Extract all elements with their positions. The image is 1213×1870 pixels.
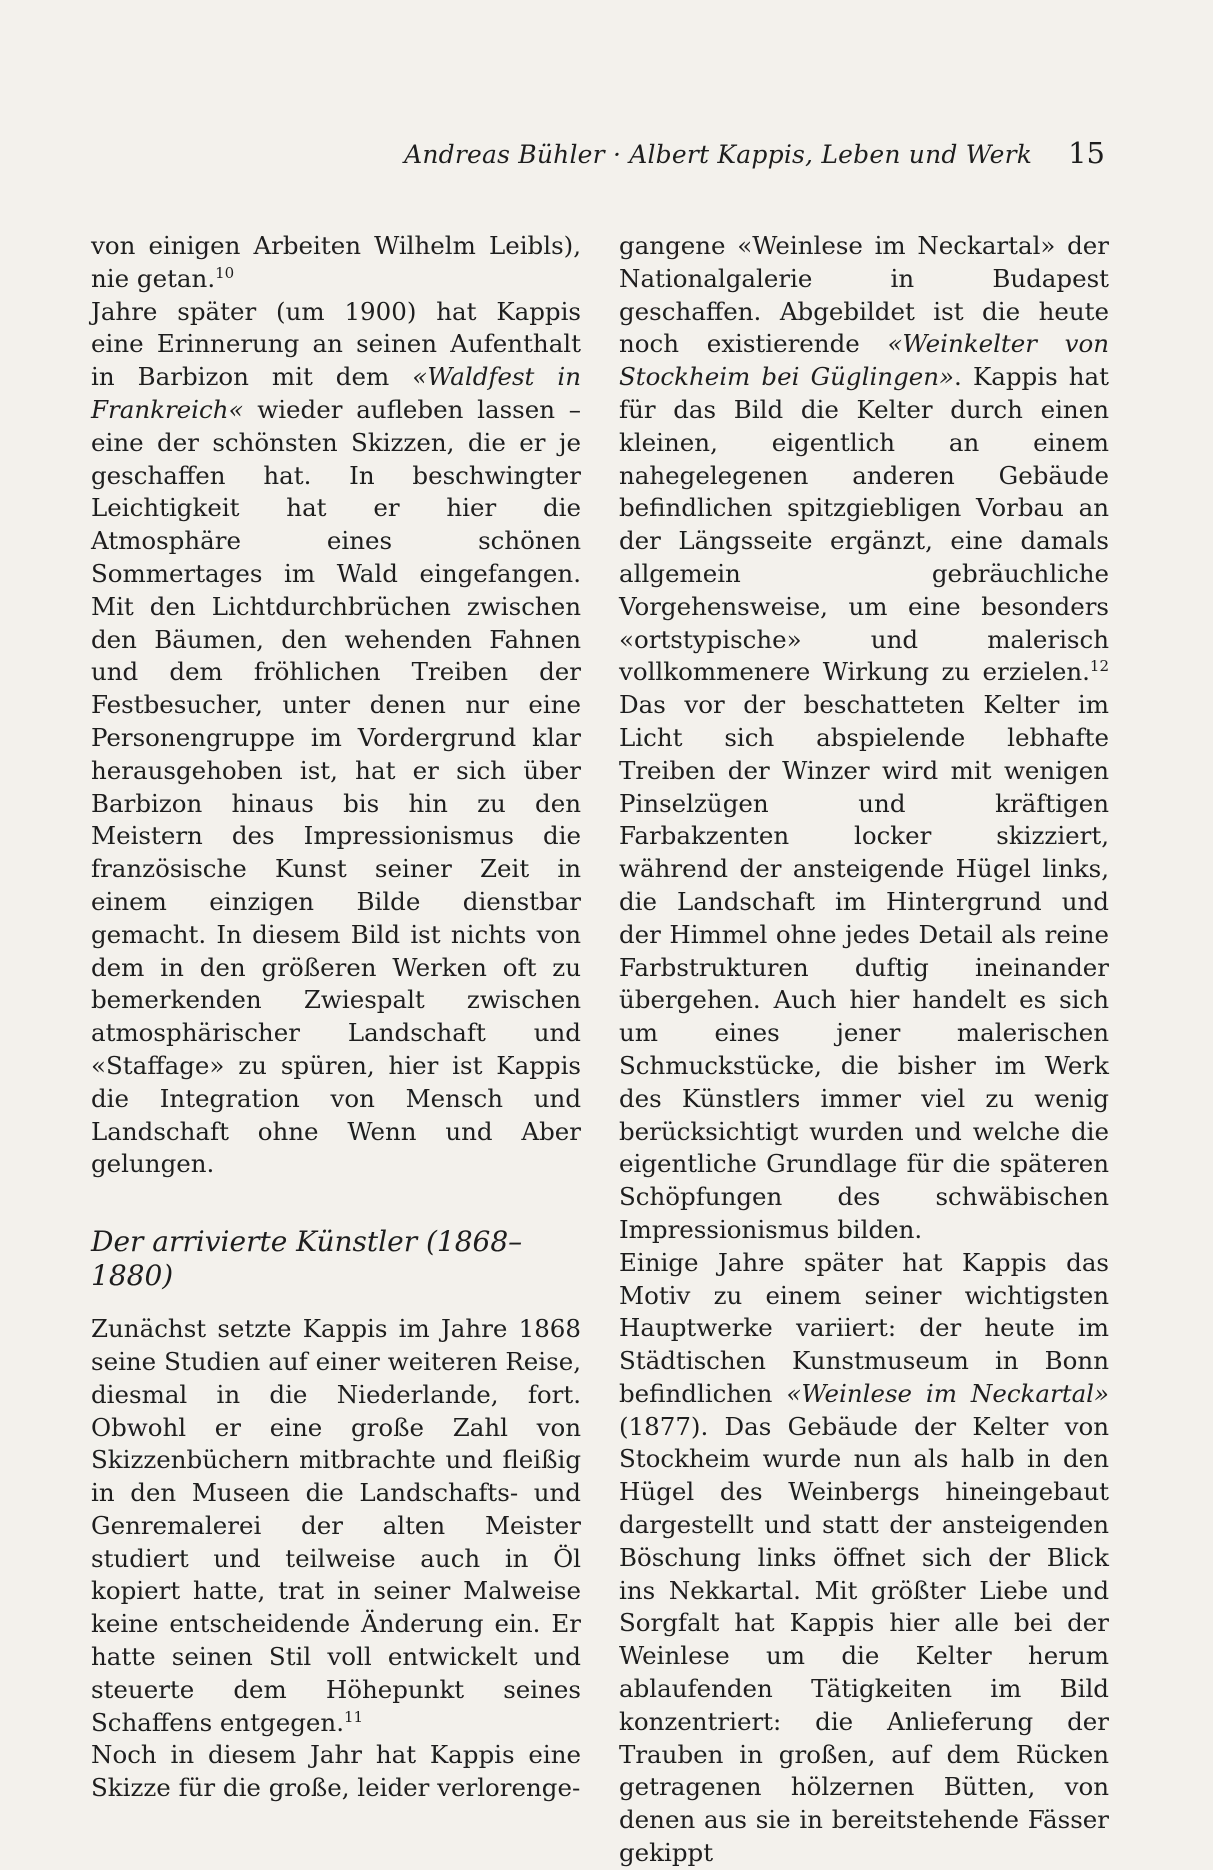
- paragraph: Einige Jahre später hat Kappis das Motiv zu einem seiner wichtigsten Hauptwerke variiert: der heute im Städtischen Kunstmuseum in Bonn befindlichen «Weinlese im Neckartal» (1877). Das Gebäude der Kelter von Stockheim wurde nun als halb in den Hügel des Weinbergs hineingebaut dargestellt und statt der ansteigenden Böschung links öffnet sich der Blick ins Nekkartal. Mit größter Liebe und Sorgfalt hat Kappis hier alle bei der Weinlese um die Kelter herum ablaufenden Tätigkeiten im Bild konzentriert: die Anlieferung der Trauben in großen, auf dem Rücken getragenen hölzernen Bütten, von denen aus sie in bereitstehende Fässer gekippt: [619, 1247, 1109, 1868]
- paragraph: gangene «Weinlese im Neckartal» der Nationalgalerie in Budapest geschaffen. Abgebildet ist die heute noch existierende «Weinkelter von Stockheim bei Güglingen». Kappis hat für das Bild die Kelter durch einen kleinen, eigentlich an einem nahegelegenen anderen Gebäude befindlichen spitzgiebligen Vorbau an der Längsseite ergänzt, eine damals allgemein gebräuchliche Vorgehensweise, um eine besonders «ortstypische» und malerisch vollkommenere Wirkung zu erzielen.$^{12}$ Das vor der beschatteten Kelter im Licht sich abspielende lebhafte Treiben der Winzer wird mit wenigen Pinselzügen und kräftigen Farbakzenten locker skizziert, während der ansteigende Hügel links, die Landschaft im Hintergrund und der Himmel ohne jedes Detail als reine Farbstrukturen duftig ineinander übergehen. Auch hier handelt es sich um eines jener malerischen Schmuckstücke, die bisher im Werk des Künstlers immer viel zu wenig berücksichtigt wurden und welche die eigentliche Grundlage für die späteren Schöpfungen des schwäbischen Impressionismus bilden.: [619, 231, 1110, 1244]
- section-heading: Der arrivierte Künstler (1868–1880): [91, 1225, 523, 1293]
- left-column: [91, 230, 581, 1805]
- right-column: [619, 230, 1109, 1870]
- footnote-ref: 10: [215, 263, 235, 282]
- page-number: 15: [1068, 136, 1105, 170]
- paragraph: Jahre später (um 1900) hat Kappis eine Erinnerung an seinen Aufenthalt in Barbizon mit dem «Waldfest in Frankreich« wieder aufleben lassen – eine der schönsten Skizzen, die er je geschaffen hat. In beschwingter Leichtigkeit hat er hier die Atmosphäre eines schönen Sommertages im Wald eingefangen. Mit den Lichtdurchbrüchen zwischen den Bäumen, den wehenden Fahnen und dem fröhlichen Treiben der Festbesucher, unter denen nur eine Personengruppe im Vordergrund klar herausgehoben ist, hat er sich über Barbizon hinaus bis hin zu den Meistern des Impressionismus die französische Kunst seiner Zeit in einem einzigen Bilde dienstbar gemacht. In diesem Bild ist nichts von dem in den größeren Werken oft zu bemerkenden Zwiespalt zwischen atmosphärischer Landschaft und «Staffage» zu spüren, hier ist Kappis die Integration von Mensch und Landschaft ohne Wenn und Aber gelungen.: [91, 296, 582, 1179]
- artwork-title: «Weinlese im Neckartal»: [786, 1378, 1109, 1408]
- paragraph: Zunächst setzte Kappis im Jahre 1868 seine Studien auf einer weiteren Reise, diesmal in die Niederlande, fort. Obwohl er eine große Zahl von Skizzenbüchern mitbrachte und fleißig in den Museen die Landschafts- und Genremalerei der alten Meister studiert und teilweise auch in Öl kopiert hatte, trat in seiner Malweise keine entscheidende Änderung ein. Er hatte seinen Stil voll entwickelt und steuerte dem Höhepunkt seines Schaffens entgegen.$^{11}$: [91, 1314, 581, 1737]
- artwork-title: «Waldfest in Frankreich«: [91, 362, 582, 424]
- paragraph: von einigen Arbeiten Wilhelm Leibls), nie getan.$^{10}$: [91, 231, 581, 293]
- footnote-ref: 12: [1089, 657, 1109, 676]
- paragraph: Noch in diesem Jahr hat Kappis eine Skizze für die große, leider verlorenge-: [91, 1740, 581, 1803]
- footnote-ref: 11: [344, 1707, 364, 1726]
- running-head: [404, 136, 1105, 170]
- artwork-title: «Weinkelter von Stockheim bei Güglingen»: [619, 329, 1109, 392]
- running-title: Andreas Bühler · Albert Kappis, Leben und Werk: [404, 140, 1033, 169]
